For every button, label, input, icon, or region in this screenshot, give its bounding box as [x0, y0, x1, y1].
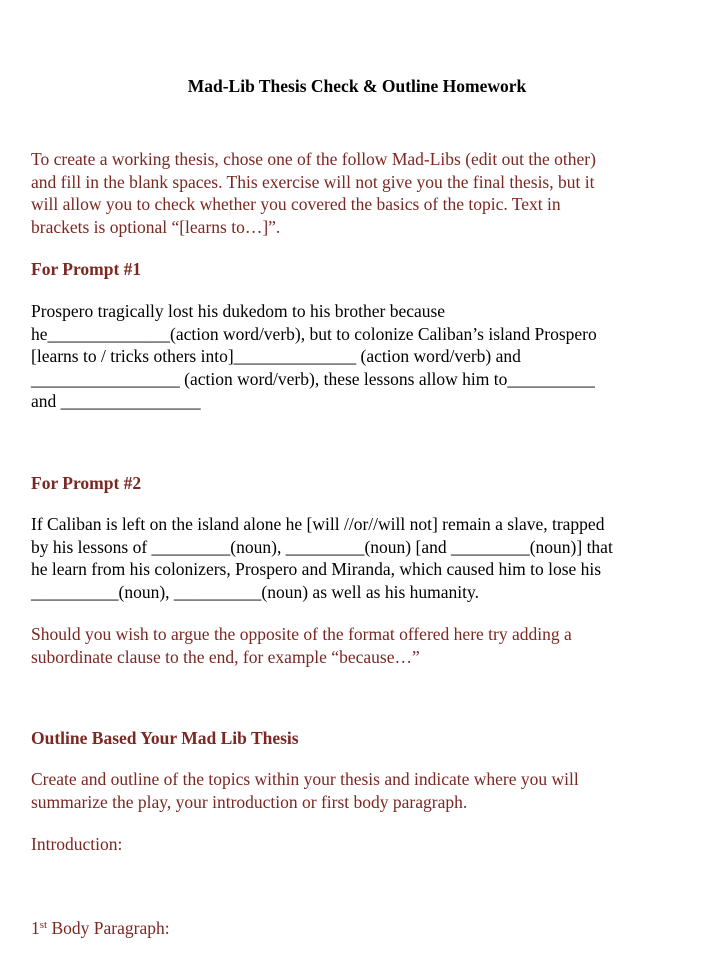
note-line: Should you wish to argue the opposite of the format offered here try adding a	[31, 624, 572, 644]
introduction-label: Introduction:	[31, 834, 123, 854]
prompt1-line: and ________________	[31, 391, 201, 411]
outline-line: Create and outline of the topics within your thesis and indicate where you will	[31, 769, 579, 789]
prompt2-line: he learn from his colonizers, Prospero and Miranda, which caused him to lose his	[31, 559, 602, 579]
intro-line: will allow you to check whether you covered the basics of the topic. Text in	[31, 194, 561, 214]
prompt2-line: If Caliban is left on the island alone he [will //or//will not] remain a slave, trapped	[31, 514, 605, 534]
prompt2-madlib	[31, 513, 691, 603]
prompt2-line: __________(noun), __________(noun) as well as his humanity.	[31, 581, 479, 602]
prompt2-note	[31, 623, 691, 668]
body1-ordinal: st	[39, 919, 48, 931]
body-paragraph-1-label	[31, 917, 691, 940]
intro-line: To create a working thesis, chose one of the follow Mad-Libs (edit out the other)	[31, 149, 596, 169]
intro-line: and fill in the blank spaces. This exercise will not give you the final thesis, but it	[31, 171, 595, 192]
intro-line: brackets is optional “[learns to…]”.	[31, 216, 281, 237]
document-title: Mad-Lib Thesis Check & Outline Homework	[187, 76, 527, 96]
outline-heading: Outline Based Your Mad Lib Thesis	[31, 728, 299, 748]
intro-paragraph	[31, 148, 691, 238]
body1-number: 1	[31, 918, 40, 938]
prompt1-line: Prospero tragically lost his dukedom to his brother because	[31, 301, 446, 321]
outline-instructions	[31, 768, 691, 813]
body1-text: Body Paragraph:	[47, 918, 170, 938]
outline-line: summarize the play, your introduction or first body paragraph.	[31, 791, 468, 812]
prompt1-line: [learns to / tricks others into]______________ (action word/verb) and	[31, 346, 521, 366]
prompt1-heading: For Prompt #1	[31, 259, 142, 279]
prompt1-madlib	[31, 300, 691, 413]
prompt2-heading: For Prompt #2	[31, 473, 142, 493]
prompt1-line: _________________ (action word/verb), these lessons allow him to__________	[31, 368, 595, 389]
note-line: subordinate clause to the end, for example “because…”	[31, 646, 420, 667]
prompt1-line: he______________(action word/verb), but to colonize Caliban’s island Prospero	[31, 323, 597, 344]
prompt2-line: by his lessons of _________(noun), _________(noun) [and _________(noun)] that	[31, 536, 613, 557]
